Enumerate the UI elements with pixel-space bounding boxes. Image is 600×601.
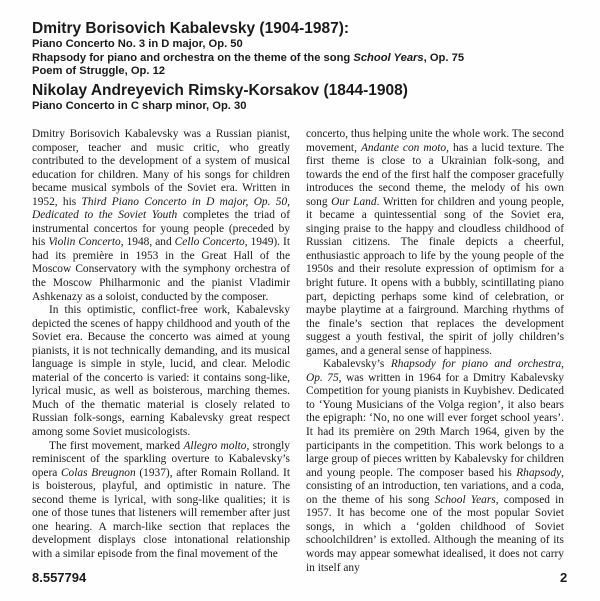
catalog-number: 8.557794: [32, 570, 87, 585]
composer-heading-rimsky-korsakov: Nikolay Andreyevich Rimsky-Korsakov (1844-1908): [32, 81, 408, 99]
paragraph: concerto, thus helping unite the whole work. The second movement, Andante con moto, has a lucid texture. The first theme is close to a Ukrainian folk-song, and towards the end of the first half the composer gracefully introduces the second theme, the melody of his own song Our Land. Written for children and young people, it became a quintessential song of the Soviet era, singing praise to the happy and cloudless childhood of Russian citizens. The finale depicts a cheerful, enthusiastic approach to life by the young people of the 1950s and their resolute expression of optimism for a bright future. It opens with a bubbly, scintillating piano part, depicting perhaps some kind of celebration, or maybe playtime at a fairground. Marching rhythms of the finale’s section that replaces the development suggest a youth festival, the spirit of jolly children’s games, and a general sense of happiness.: [306, 128, 565, 357]
italic-title: Our Land: [331, 195, 377, 208]
italic-title: Allegro molto: [183, 439, 247, 452]
italic-title: Rhapsody: [516, 466, 562, 479]
italic-title: Cello Concerto: [174, 236, 245, 249]
italic-title: Andante con moto: [360, 141, 447, 154]
paragraph: In this optimistic, conflict-free work, Kabalevsky depicted the scenes of happy childhood and youth of the Soviet era. Because the concerto was aimed at young pianists, it is not technically demanding, and its musical language is simple in style, lucid, and clear. Melodic material of the concerto is varied: it contains song-like, lyrical music, as well as boisterous, marching themes. Much of the thematic material is closely related to Russian folk-songs, earning Kabalevsky great respect among some Soviet musicologists.: [32, 304, 290, 439]
italic-title: Violin Concerto: [48, 236, 121, 249]
italic-title: Rhapsody for piano and orchestra, Op. 75: [306, 358, 564, 384]
paragraph: The first movement, marked Allegro molto, strongly reminiscent of the sparkling overture to Kabalevsky’s opera Colas Breugnon (1937), after Romain Rolland. It is boisterous, playful, and optimistic in nature. The second theme is lyrical, with song-like qualities; it is one of those tunes that listeners will remember after just one hearing. A march-like section that replaces the development displays close intonational relationship with a similar episode from the final movement of the: [32, 439, 290, 560]
text-column-left: [32, 128, 290, 562]
italic-title: Third Piano Concerto in D major, Op. 50, Dedicated to the Soviet Youth: [32, 195, 291, 222]
italic-title: School Years: [353, 51, 424, 64]
works-list-rimsky-korsakov: [32, 100, 572, 114]
work-title: Piano Concerto in C sharp minor, Op. 30: [32, 99, 247, 112]
italic-title: Colas Breugnon: [60, 466, 136, 479]
italic-title: School Years: [434, 493, 496, 506]
header: [32, 20, 572, 113]
work-title: Piano Concerto No. 3 in D major, Op. 50: [32, 38, 243, 50]
paragraph: Kabalevsky’s Rhapsody for piano and orchestra, Op. 75, was written in 1964 for a Dmitry Kabalevsky Competition for young pianists in Kuybishev. Dedicated to ‘Young Musicians of the Volga region’, it also bears the epigraph: ‘No, no one will ever forget school years’. It had its première on 29th March 1964, given by the participants in the competition. This work belongs to a large group of pieces written by Kabalevsky for children and young people. The composer based his Rhapsody, consisting of an introduction, ten variations, and a coda, on the theme of his song School Years, composed in 1957. It has become one of the most popular Soviet songs, in which a ‘golden childhood of Soviet schoolchildren’ is extolled. Although the meaning of its words may appear somewhat idealised, it does not carry in itself any: [306, 358, 565, 574]
composer-heading-kabalevsky: Dmitry Borisovich Kabalevsky (1904-1987):: [32, 20, 350, 37]
work-title: Poem of Struggle, Op. 12: [32, 65, 166, 78]
works-list-kabalevsky: [32, 38, 572, 79]
work-title: Rhapsody for piano and orchestra on the theme of the song School Years, Op. 75: [32, 51, 465, 64]
text-column-right: [306, 128, 564, 575]
page-number: 2: [560, 570, 568, 585]
paragraph: Dmitry Borisovich Kabalevsky was a Russian pianist, composer, teacher and music critic, who greatly contributed to the development of a system of musical education for children. Many of his songs for children became musical symbols of the Soviet era. Written in 1952, his Third Piano Concerto in D major, Op. 50, Dedicated to the Soviet Youth completes the triad of instrumental concertos for young people (preceded by his Violin Concerto, 1948, and Cello Concerto, 1949). It had its première in 1953 in the Great Hall of the Moscow Conservatory with the symphony orchestra of the Moscow Philharmonic and the pianist Vladimir Ashkenazy as a soloist, conducted by the composer.: [32, 128, 291, 303]
